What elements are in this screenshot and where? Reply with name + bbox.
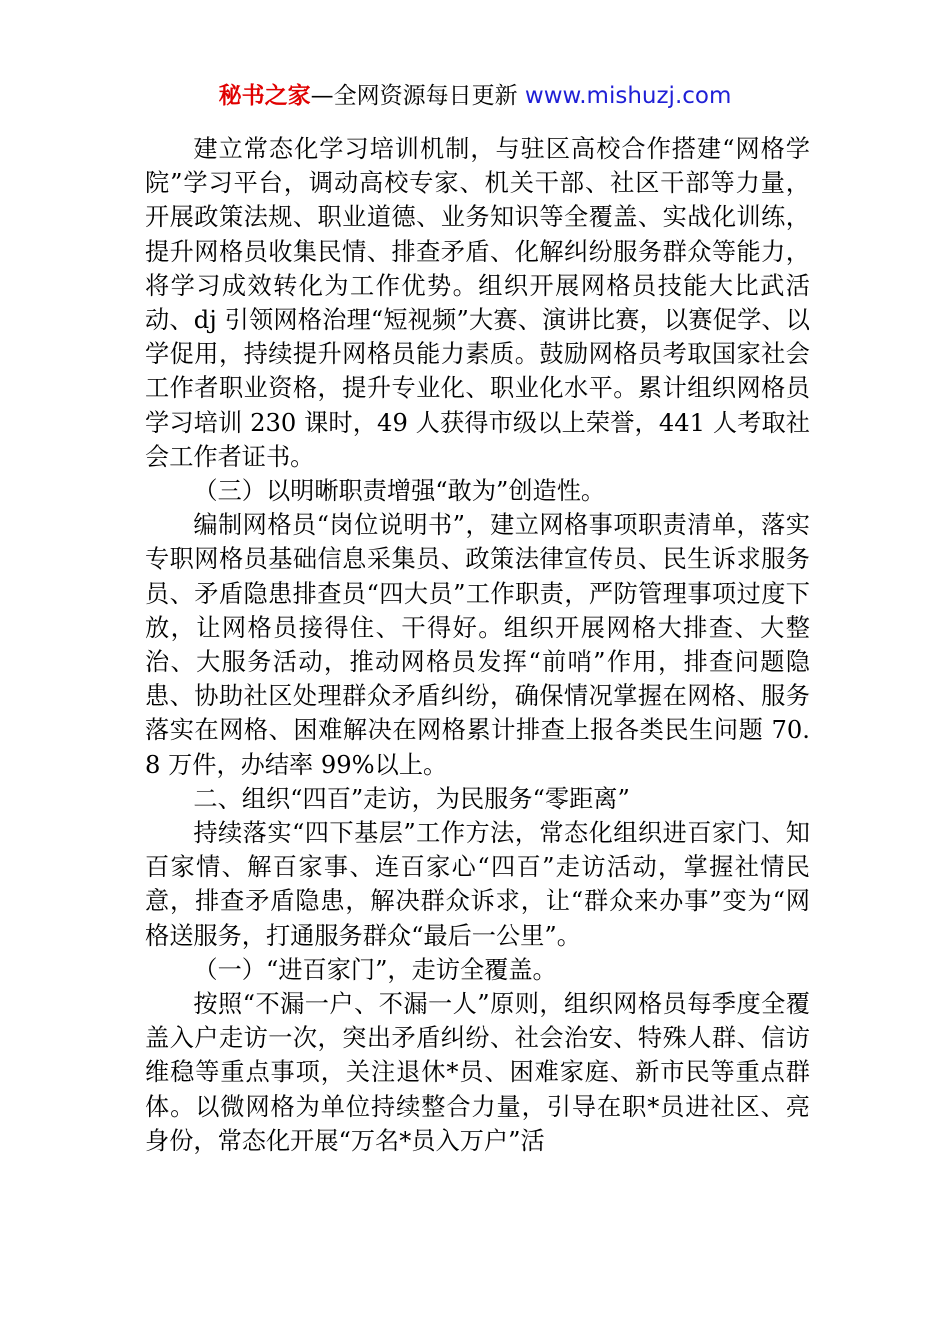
document-header (0, 80, 950, 112)
paragraph-doors: 按照“不漏一户、不漏一人”原则，组织网格员每季度全覆盖入户走访一次，突出矛盾纠纷、社会治安、特殊人群、信访维稳等重点事项，关注退休*员、困难家庭、新市民等重点群体。以微网格为单位持续整合力量，引导在职*员进社区、亮身份，常态化开展“万名*员入万户”活 (145, 990, 810, 1155)
paragraph-responsibility: 编制网格员“岗位说明书”，建立网格事项职责清单，落实专职网格员基础信息采集员、政策法律宣传员、民生诉求服务员、矛盾隐患排查员“四大员”工作职责，严防管理事项过度下放，让网格员接得住、干得好。组织开展网格大排查、大整治、大服务活动，推动网格员发挥“前哨”作用，排查问题隐患、协助社区处理群众矛盾纠纷，确保情况掌握在网格、服务落实在网格、困难解决在网格累计排查上报各类民生问题 70.8 万件，办结率 99%以上。 (145, 511, 810, 779)
brand-name: 秘书之家 (218, 83, 311, 109)
site-url: www.mishuzj.com (524, 83, 732, 109)
subsection-heading-doors: （一）“进百家门”，走访全覆盖。 (193, 955, 557, 984)
document-body (145, 132, 810, 1158)
section-heading-responsibility: （三）以明晰职责增强“敢为”创造性。 (193, 477, 606, 506)
header-tagline: —全网资源每日更新 (310, 83, 525, 109)
paragraph-visits: 持续落实“四下基层”工作方法，常态化组织进百家门、知百家情、解百家事、连百家心“四百”走访活动，掌握社情民意，排查矛盾隐患，解决群众诉求，让“群众来办事”变为“网格送服务，打通服务群众“最后一公里”。 (145, 819, 810, 950)
paragraph-training: 建立常态化学习培训机制，与驻区高校合作搭建“网格学院”学习平台，调动高校专家、机关干部、社区干部等力量，开展政策法规、职业道德、业务知识等全覆盖、实战化训练，提升网格员收集民情、排查矛盾、化解纠纷服务群众等能力，将学习成效转化为工作优势。组织开展网格员技能大比武活动、dj 引领网格治理“短视频”大赛、演讲比赛，以赛促学、以学促用，持续提升网格员能力素质。鼓励网格员考取国家社会工作者职业资格，提升专业化、职业化水平。累计组织网格员学习培训 230 课时，49 人获得市级以上荣誉，441 人考取社会工作者证书。 (145, 135, 810, 471)
section-heading-visits: 二、组织“四百”走访，为民服务“零距离” (193, 784, 630, 813)
